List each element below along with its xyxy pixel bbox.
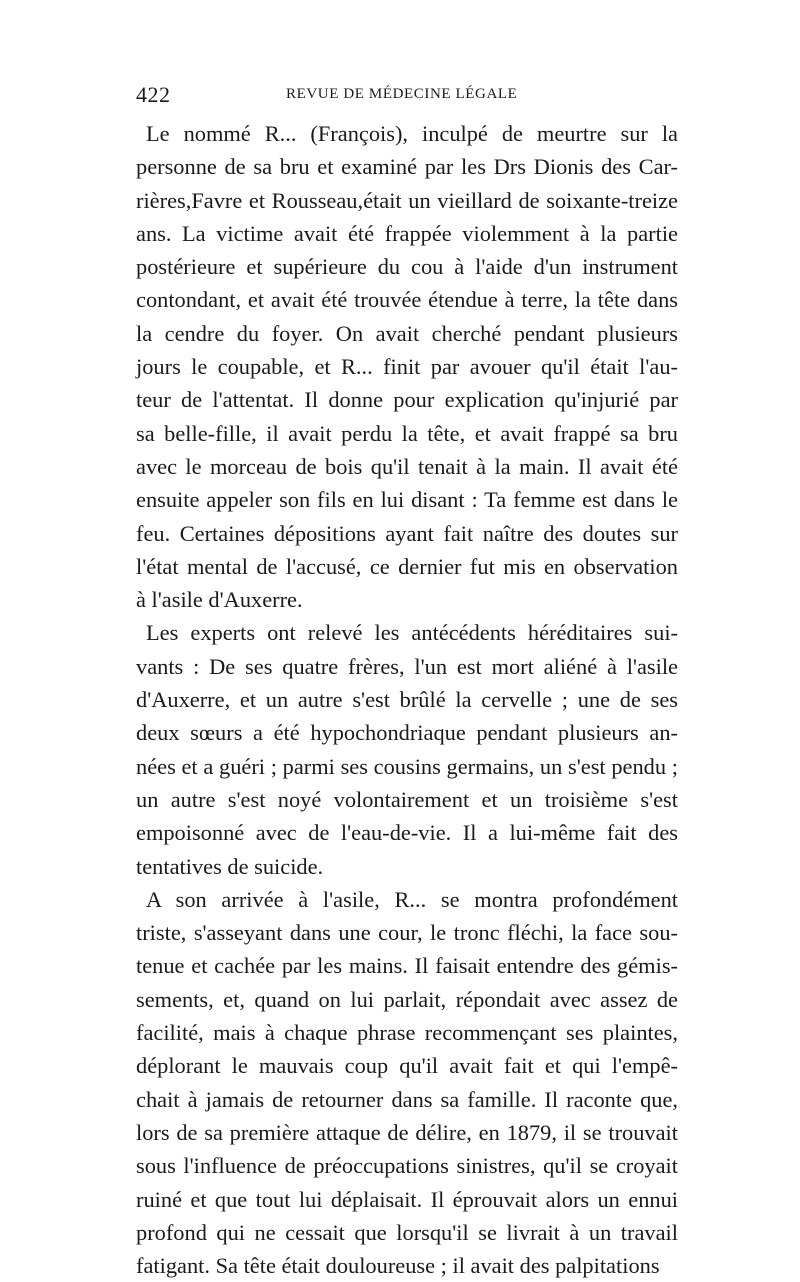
text-line: d'Auxerre, et un autre s'est brûlé la cervelle ; une de ses — [136, 687, 678, 713]
text-line: empoisonné avec de l'eau-de-vie. Il a lui-même fait des — [136, 820, 678, 846]
journal-title: REVUE DE MÉDECINE LÉGALE — [286, 86, 518, 102]
text-line: nées et a guéri ; parmi ses cousins germains, un s'est pendu ; — [136, 753, 678, 779]
text-line: ensuite appeler son fils en lui disant : Ta femme est dans le — [136, 487, 678, 513]
text-line: profond qui ne cessait que lorsqu'il se livrait à un travail — [136, 1219, 678, 1245]
text-line: rières,Favre et Rousseau,était un vieillard de soixante-treize — [136, 187, 678, 213]
text-line: contondant, et avait été trouvée étendue à terre, la tête dans — [136, 287, 678, 313]
text-line: tentatives de suicide. — [136, 853, 324, 879]
text-line: fatigant. Sa tête était douloureuse ; il avait des palpitations — [136, 1253, 660, 1279]
text-line: chait à jamais de retourner dans sa famille. Il raconte que, — [136, 1086, 678, 1112]
text-line: sa belle-fille, il avait perdu la tête, et avait frappé sa bru — [136, 420, 678, 446]
text-line: ans. La victime avait été frappée violemment à la partie — [136, 220, 678, 246]
text-line: ruiné et que tout lui déplaisait. Il éprouvait alors un ennui — [136, 1186, 678, 1212]
text-line: à l'asile d'Auxerre. — [136, 587, 303, 613]
text-line: triste, s'asseyant dans une cour, le tronc fléchi, la face sou- — [136, 920, 678, 946]
paragraph — [136, 883, 678, 1282]
text-line: feu. Certaines dépositions ayant fait naître des doutes sur — [136, 520, 678, 546]
text-line: Les experts ont relevé les antécédents héréditaires sui- — [146, 620, 678, 646]
paragraph — [136, 616, 678, 882]
paragraph — [136, 117, 678, 616]
page-number: 422 — [136, 82, 171, 107]
text-line: avec le morceau de bois qu'il tenait à la main. Il avait été — [136, 453, 678, 479]
text-line: facilité, mais à chaque phrase recommençant ses plaintes, — [136, 1020, 678, 1046]
text-line: deux sœurs a été hypochondriaque pendant plusieurs an- — [136, 720, 678, 746]
running-head — [136, 82, 680, 110]
text-line: sements, et, quand on lui parlait, répondait avec assez de — [136, 986, 678, 1012]
text-line: A son arrivée à l'asile, R... se montra profondément — [146, 886, 678, 912]
text-line: vants : De ses quatre frères, l'un est mort aliéné à l'asile — [136, 653, 678, 679]
text-line: personne de sa bru et examiné par les Drs Dionis des Car- — [136, 154, 678, 180]
text-line: déplorant le mauvais coup qu'il avait fait et qui l'empê- — [136, 1053, 678, 1079]
text-line: lors de sa première attaque de délire, en 1879, il se trouvait — [136, 1119, 678, 1145]
text-line: postérieure et supérieure du cou à l'aide d'un instrument — [136, 254, 678, 280]
body-text — [136, 117, 678, 1282]
text-line: l'état mental de l'accusé, ce dernier fut mis en observation — [136, 553, 678, 579]
text-line: sous l'influence de préoccupations sinistres, qu'il se croyait — [136, 1153, 678, 1179]
text-line: un autre s'est noyé volontairement et un troisième s'est — [136, 786, 678, 812]
text-line: la cendre du foyer. On avait cherché pendant plusieurs — [136, 320, 678, 346]
text-line: Le nommé R... (François), inculpé de meurtre sur la — [146, 121, 678, 146]
text-line: tenue et cachée par les mains. Il faisait entendre des gémis- — [136, 953, 678, 979]
text-line: teur de l'attentat. Il donne pour explication qu'injurié par — [136, 387, 678, 413]
text-line: jours le coupable, et R... finit par avouer qu'il était l'au- — [136, 354, 678, 380]
